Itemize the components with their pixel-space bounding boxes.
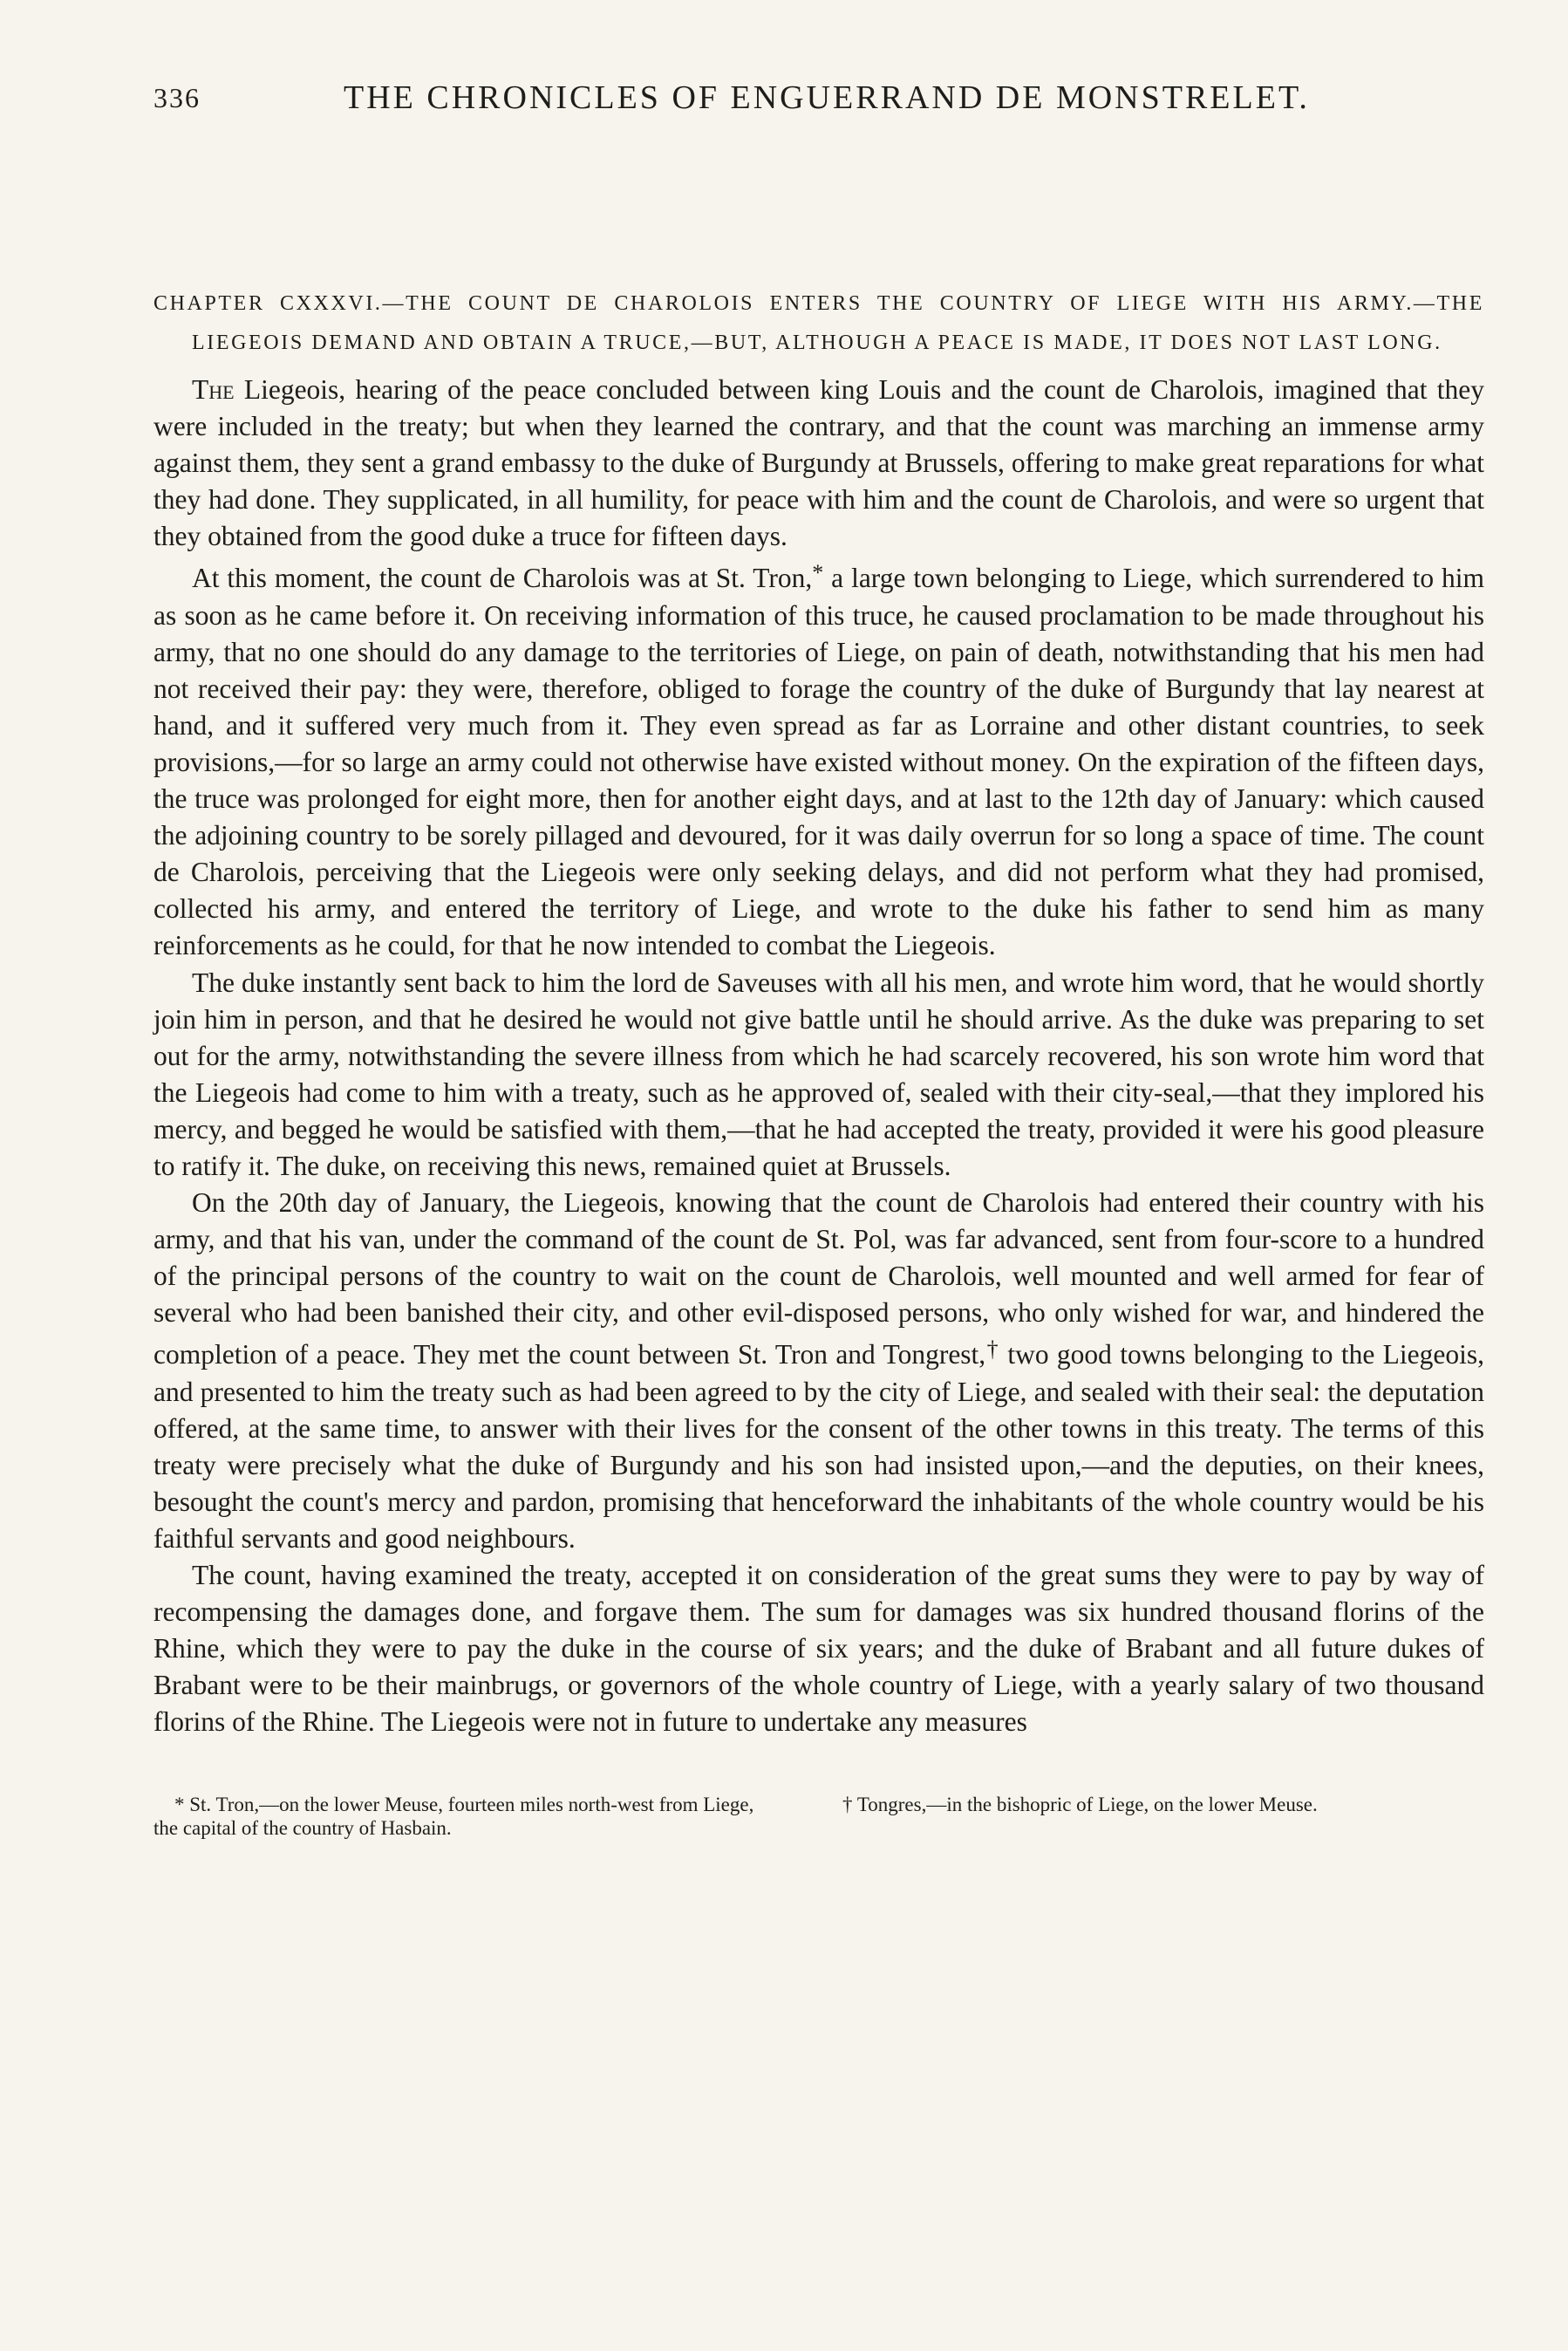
paragraph-2: [153, 555, 1484, 964]
paragraph-1: [153, 372, 1484, 555]
page-number: 336: [153, 82, 201, 113]
footnote-ref-2: †: [985, 1336, 1000, 1363]
paragraph-4-text-a: On the 20th day of January, the Liegeois, knowing that the count de Charolois had entered their country with his army, and that his van, under the command of the count de St. Pol, was far advanced, sent from four-score to a hundred of the principal persons of the country to wait on the count de Charolois, well mounted and well armed for fear of several who had been banished their city, and other evil-disposed persons, who only wished for war, and hindered the completion of a peace. They met the count between St. Tron and Tongrest,: [153, 1187, 1484, 1370]
footnotes: [153, 1793, 1484, 1840]
footnote-2: † Tongres,—in the bishopric of Liege, on the lower Meuse.: [842, 1794, 1318, 1816]
opening-word: The: [192, 374, 235, 405]
paragraph-4-text-b: two good towns belonging to the Liegeois, and presented to him the treaty such as had been agreed to by the city of Liege, and sealed with their seal: the deputation offered, at the same time, to answer with their lives for the consent of the other towns in this treaty. The terms of this treaty were precisely what the duke of Burgundy and his son had insisted upon,—and the deputies, on their knees, besought the count's mercy and pardon, promising that henceforward the inhabitants of the whole country would be his faithful servants and good neighbours.: [153, 1339, 1484, 1554]
footnote-1: * St. Tron,—on the lower Meuse, fourteen miles north-west from Liege, the capital of the country of Hasbain.: [153, 1794, 754, 1840]
body-text: [153, 372, 1484, 1740]
footnote-ref-1: *: [812, 560, 824, 586]
running-head: [153, 75, 1484, 127]
paragraph-5: The count, having examined the treaty, accepted it on consideration of the great sums they were to pay by way of recompensing the damages done, and forgave them. The sum for damages was six hundred thousand florins of the Rhine, which they were to pay the duke in the course of six years; and the duke of Brabant and all future dukes of Brabant were to be their mainbrugs, or governors of the whole country of Liege, with a yearly salary of two thousand florins of the Rhine. The Liegeois were not in future to undertake any measures: [153, 1560, 1484, 1738]
book-page: [153, 75, 1484, 1840]
running-title: THE CHRONICLES OF ENGUERRAND DE MONSTRELET.: [344, 79, 1310, 116]
paragraph-3: The duke instantly sent back to him the lord de Saveuses with all his men, and wrote him word, that he would shortly join him in person, and that he desired he would not give battle until he should arrive. As the duke was preparing to set out for the army, notwithstanding the severe illness from which he had scarcely recovered, his son wrote him word that the Liegeois had come to him with a treaty, such as he approved of, sealed with their city-seal,—that they implored his mercy, and begged he would be satisfied with them,—that he had accepted the treaty, provided it were his good pleasure to ratify it. The duke, on receiving this news, remained quiet at Brussels.: [153, 967, 1484, 1181]
paragraph-1-text: Liegeois, hearing of the peace concluded between king Louis and the count de Charolois, imagined that they were included in the treaty; but when they learned the contrary, and that the count was marching an immense army against them, they sent a grand embassy to the duke of Burgundy at Brussels, offering to make great reparations for what they had done. They supplicated, in all humility, for peace with him and the count de Charolois, and were so urgent that they obtained from the good duke a truce for fifteen days.: [153, 374, 1484, 552]
paragraph-2-text-b: a large town belonging to Liege, which surrendered to him as soon as he came before it. On receiving information of this truce, he caused proclamation to be made throughout his army, that no one should do any damage to the territories of Liege, on pain of death, notwithstanding that his men had not received their pay: they were, therefore, obliged to forage the country of the duke of Burgundy that lay nearest at hand, and it suffered very much from it. They even spread as far as Lorraine and other distant countries, to seek provisions,—for so large an army could not otherwise have existed without money. On the expiration of the fifteen days, the truce was prolonged for eight more, then for another eight days, and at last to the 12th day of January: which caused the adjoining country to be sorely pillaged and devoured, for it was daily overrun for so long a space of time. The count de Charolois, perceiving that the Liegeois were only seeking delays, and did not perform what they had promised, collected his army, and entered the territory of Liege, and wrote to the duke his father to send him as many reinforcements as he could, for that he now intended to combat the Liegeois.: [153, 563, 1484, 961]
paragraph-4: [153, 1185, 1484, 1557]
chapter-heading: CHAPTER CXXXVI.—THE COUNT DE CHAROLOIS ENTERS THE COUNTRY OF LIEGE WITH HIS ARMY.—THE LIEGEOIS DEMAND AND OBTAIN A TRUCE,—BUT, ALTHOUGH A PEACE IS MADE, IT DOES NOT LAST LONG.: [153, 292, 1484, 354]
paragraph-2-text-a: At this moment, the count de Charolois was at St. Tron,: [192, 563, 813, 594]
